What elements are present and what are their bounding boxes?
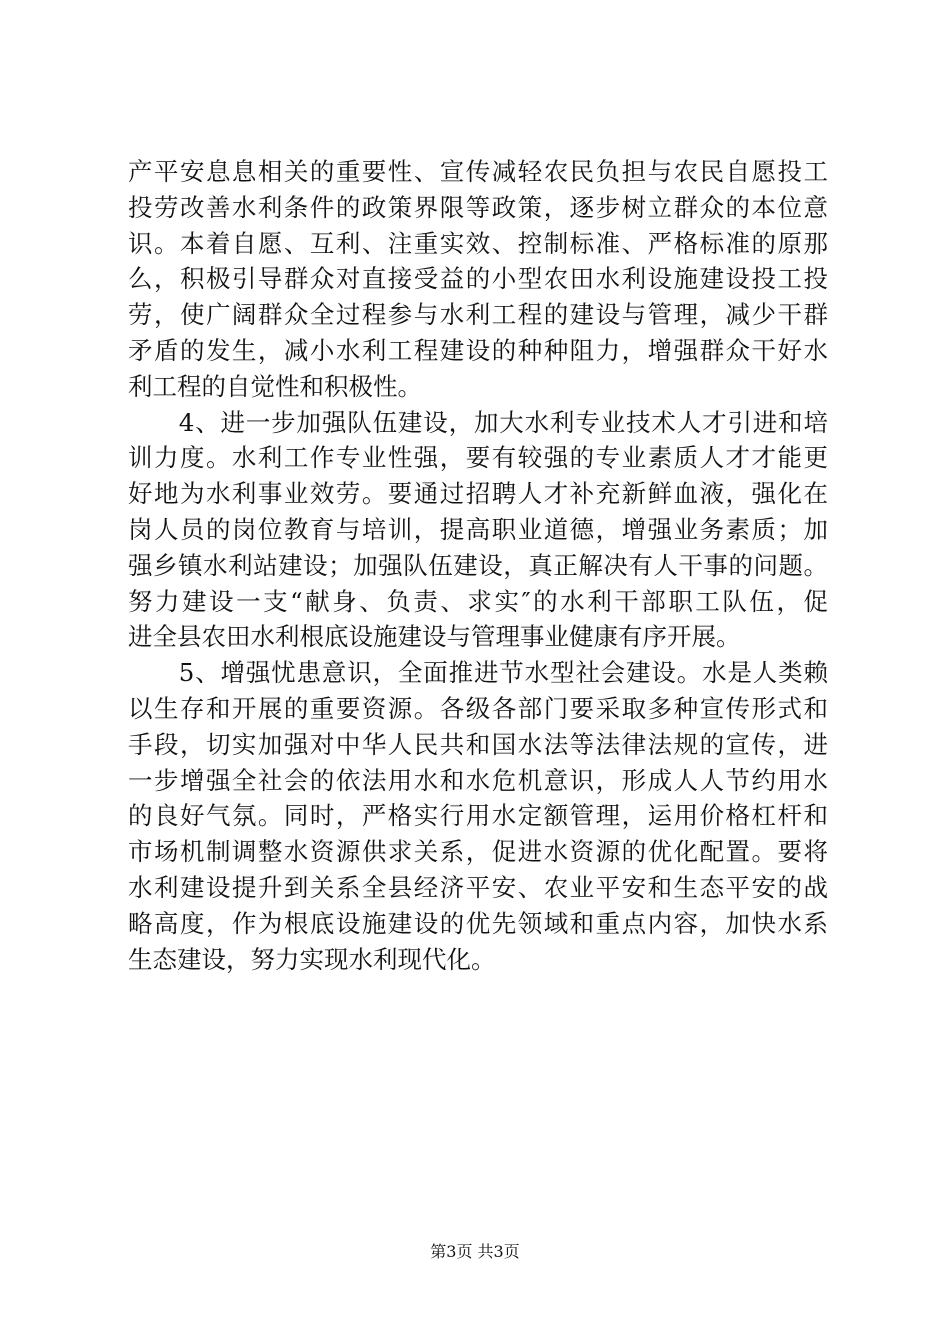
text-line: 略高度，作为根底设施建设的优先领域和重点内容，加快水系 — [128, 908, 828, 938]
page-footer: 第3页 共3页 — [430, 1242, 520, 1261]
text-line: 好地为水利事业效劳。要通过招聘人才补充新鲜血液，强化在 — [128, 479, 828, 509]
document-body — [128, 154, 828, 977]
text-line: 识。本着自愿、互利、注重实效、控制标准、严格标准的原那 — [128, 228, 828, 258]
text-line: 投劳改善水利条件的政策界限等政策，逐步树立群众的本位意 — [128, 192, 828, 222]
text-line: 努力建设一支“献身、负责、求实″的水利干部职工队伍，促 — [128, 586, 828, 616]
text-line: 一步增强全社会的依法用水和水危机意识，形成人人节约用水 — [128, 765, 828, 795]
text-line: 以生存和开展的重要资源。各级各部门要采取多种宣传形式和 — [128, 693, 828, 723]
text-line: 进全县农田水利根底设施建设与管理事业健康有序开展。 — [128, 622, 741, 652]
text-line: 的良好气氛。同时，严格实行用水定额管理，运用价格杠杆和 — [128, 801, 828, 831]
text-line: 产平安息息相关的重要性、宣传减轻农民负担与农民自愿投工 — [128, 157, 828, 186]
text-line: 水利建设提升到关系全县经济平安、农业平安和生态平安的战 — [128, 872, 828, 902]
text-line: 4、进一步加强队伍建设，加大水利专业技术人才引进和培 — [128, 407, 828, 437]
text-line: 生态建设，努力实现水利现代化。 — [128, 944, 496, 974]
text-line: 市场机制调整水资源供求关系，促进水资源的优化配置。要将 — [128, 837, 828, 867]
text-line: 强乡镇水利站建设；加强队伍建设，真正解决有人干事的问题。 — [128, 550, 828, 580]
text-line: 训力度。水利工作专业性强，要有较强的专业素质人才才能更 — [128, 443, 828, 473]
text-line: 岗人员的岗位教育与培训，提高职业道德，增强业务素质；加 — [128, 514, 828, 544]
text-line: 矛盾的发生，减小水利工程建设的种种阻力，增强群众干好水 — [128, 335, 828, 365]
text-line: 劳，使广阔群众全过程参与水利工程的建设与管理，减少干群 — [128, 300, 828, 330]
text-line: 利工程的自觉性和积极性。 — [128, 371, 422, 401]
text-line: 手段，切实加强对中华人民共和国水法等法律法规的宣传，进 — [128, 729, 828, 759]
text-line: 5、增强忧患意识，全面推进节水型社会建设。水是人类赖 — [128, 658, 828, 688]
text-line: 么，积极引导群众对直接受益的小型农田水利设施建设投工投 — [128, 264, 828, 294]
